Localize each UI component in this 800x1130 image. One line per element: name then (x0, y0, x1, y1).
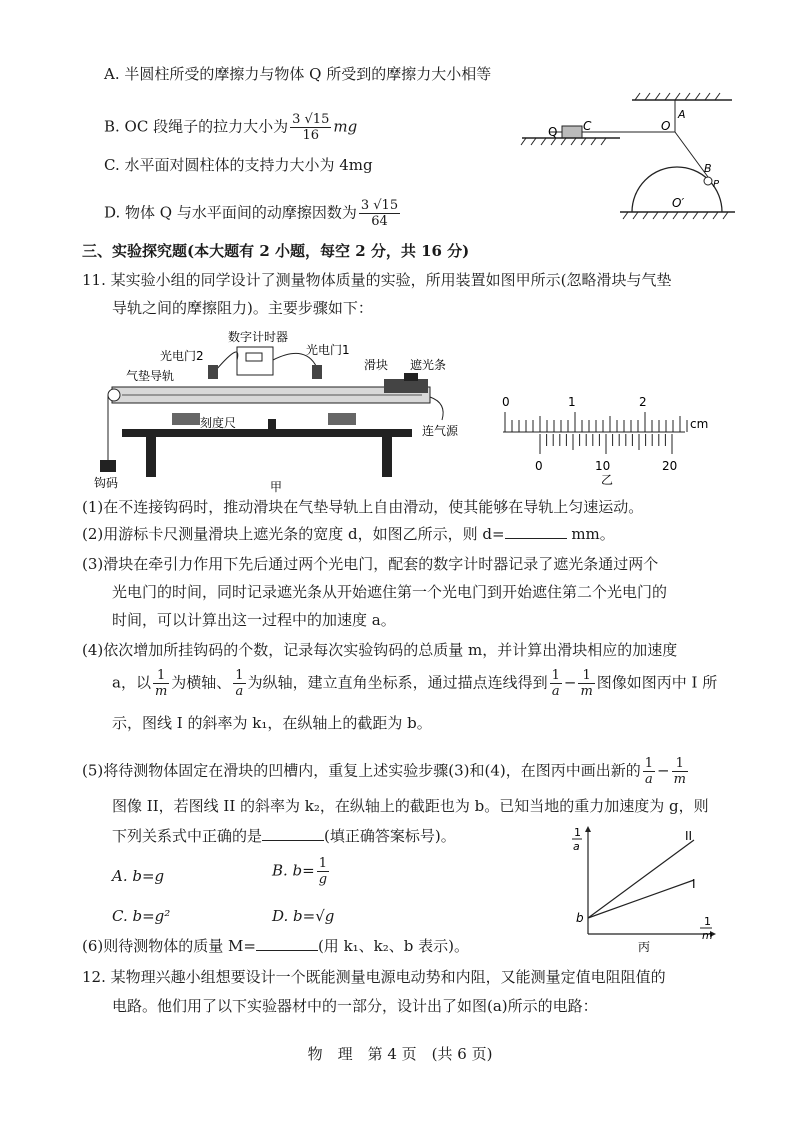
figure-jia (92, 325, 472, 495)
label-ruler: 刻度尺 (200, 416, 237, 430)
label-gate1: 光电门1 (306, 343, 350, 357)
q11-step-5-2: 图像 II，若图线 II 的斜率为 k₂，在纵轴上的截距也为 b。已知当地的重力加速度为 g，则 (112, 797, 709, 815)
q11-step-3-3: 时间，可以计算出这一过程中的加速度 a。 (112, 611, 396, 629)
q11-stem-2: 导轨之间的摩擦阻力)。主要步骤如下： (112, 299, 373, 317)
y-label-num: 1 (574, 826, 581, 839)
main-tick-0: 0 (502, 395, 510, 409)
label-o: O (661, 119, 671, 133)
label-gate2: 光电门2 (160, 349, 204, 363)
q11-option-b: B. b= $\frac{1}{g}$ (272, 856, 328, 887)
q11-step-5-1: (5)将待测物体固定在滑块的凹槽内，重复上述实验步骤(3)和(4)，在图丙中画出新的 $\frac{1}{a}$ − $\frac{1}{m}$ (82, 756, 686, 787)
label-track: 气垫导轨 (126, 369, 175, 383)
line-i (588, 880, 694, 918)
label-slider: 滑块 (364, 358, 389, 372)
vernier-tick-0: 0 (535, 459, 543, 473)
q11-step-6: (6)则待测物体的质量 M= (用 k₁、k₂、b 表示)。 (82, 937, 470, 955)
answer-blank-choice (262, 826, 324, 841)
label-o-prime: O′ (672, 196, 685, 210)
label-q: Q (548, 125, 558, 139)
q11-step-3-2: 光电门的时间，同时记录遮光条从开始遮住第一个光电门到开始遮住第二个光电门的 (112, 583, 668, 601)
section-title: 三、实验探究题(本大题有 2 小题，每空 2 分，共 16 分) (82, 242, 470, 260)
q10-option-d: D. 物体 Q 与水平面间的动摩擦因数为 $\frac{3 √15}{64}$ (104, 198, 399, 229)
q12-stem-1: 12. 某物理兴趣小组想要设计一个既能测量电源电动势和内阻，又能测量定值电阻阻值的 (82, 968, 666, 986)
line-ii (588, 840, 694, 918)
q11-step-5-3: 下列关系式中正确的是 (填正确答案标号)。 (112, 827, 456, 845)
page-footer: 物 理 第 4 页 (共 6 页) (307, 1045, 493, 1063)
q11-step-1: (1)在不连接钩码时，推动滑块在气垫导轨上自由滑动，使其能够在导轨上匀速运动。 (82, 498, 644, 516)
q11-step-4-1: (4)依次增加所挂钩码的个数，记录每次实验钩码的总质量 m，并计算出滑块相应的加速度 (82, 641, 678, 659)
figure-yi (495, 390, 720, 485)
q11-option-d: D. b=√g (272, 907, 335, 925)
q11-step-4-3: 示，图线 I 的斜率为 k₁，在纵轴上的截距为 b。 (112, 714, 432, 732)
q11-option-c: C. b=g² (112, 907, 171, 925)
label-shade: 遮光条 (410, 358, 447, 372)
intercept-b: b (576, 911, 584, 925)
q11-option-a: A. b=g (112, 867, 165, 885)
vernier-tick-10: 10 (595, 459, 611, 473)
q11-step-4-2: a，以 $\frac{1}{m}$ 为横轴、 $\frac{1}{a}$ 为纵轴，建立直角坐标系，通过描点连线得到 $\frac{1}{a}$ − $\frac{1}{m}$ 图像如图丙中 I 所 (112, 668, 718, 699)
q11-step-2: (2)用游标卡尺测量滑块上遮光条的宽度 d，如图乙所示，则 d= mm。 (82, 525, 615, 543)
line-ii-label: II (685, 829, 693, 843)
line-i-label: I (692, 877, 696, 891)
answer-blank-mass (256, 936, 318, 951)
y-label-den: a (573, 840, 580, 853)
label-c: C (583, 119, 592, 133)
q11-stem-1: 11. 某实验小组的同学设计了测量物体质量的实验，所用装置如图甲所示(忽略滑块与气垫 (82, 271, 672, 289)
main-tick-2: 2 (639, 395, 647, 409)
label-air: 连气源 (422, 424, 459, 438)
label-b: B (704, 162, 712, 175)
caption-bing: 丙 (638, 940, 651, 954)
q12-stem-2: 电路。他们用了以下实验器材中的一部分，设计出了如图(a)所示的电路： (112, 997, 598, 1015)
label-timer: 数字计时器 (228, 330, 289, 344)
graph-bing (562, 826, 722, 954)
x-label-num: 1 (704, 915, 711, 928)
vernier-tick-20: 20 (662, 459, 678, 473)
label-p: P (713, 179, 720, 190)
q10-figure (520, 92, 740, 222)
caption-yi: 乙 (601, 473, 614, 485)
q11-step-3-1: (3)滑块在牵引力作用下先后通过两个光电门，配套的数字计时器记录了遮光条通过两个 (82, 555, 659, 573)
unit-cm: cm (690, 417, 709, 431)
main-tick-1: 1 (568, 395, 576, 409)
x-label-den: m (702, 929, 713, 942)
answer-blank-d (505, 524, 567, 539)
label-a: A (678, 108, 686, 121)
caption-jia: 甲 (270, 480, 283, 494)
q10-option-b: B. OC 段绳子的拉力大小为 $\frac{3 √15}{16}$ mg (104, 112, 358, 143)
label-weight: 钩码 (94, 476, 119, 490)
q10-option-c: C. 水平面对圆柱体的支持力大小为 4mg (104, 156, 373, 174)
q10-option-a: A. 半圆柱所受的摩擦力与物体 Q 所受到的摩擦力大小相等 (104, 65, 492, 83)
